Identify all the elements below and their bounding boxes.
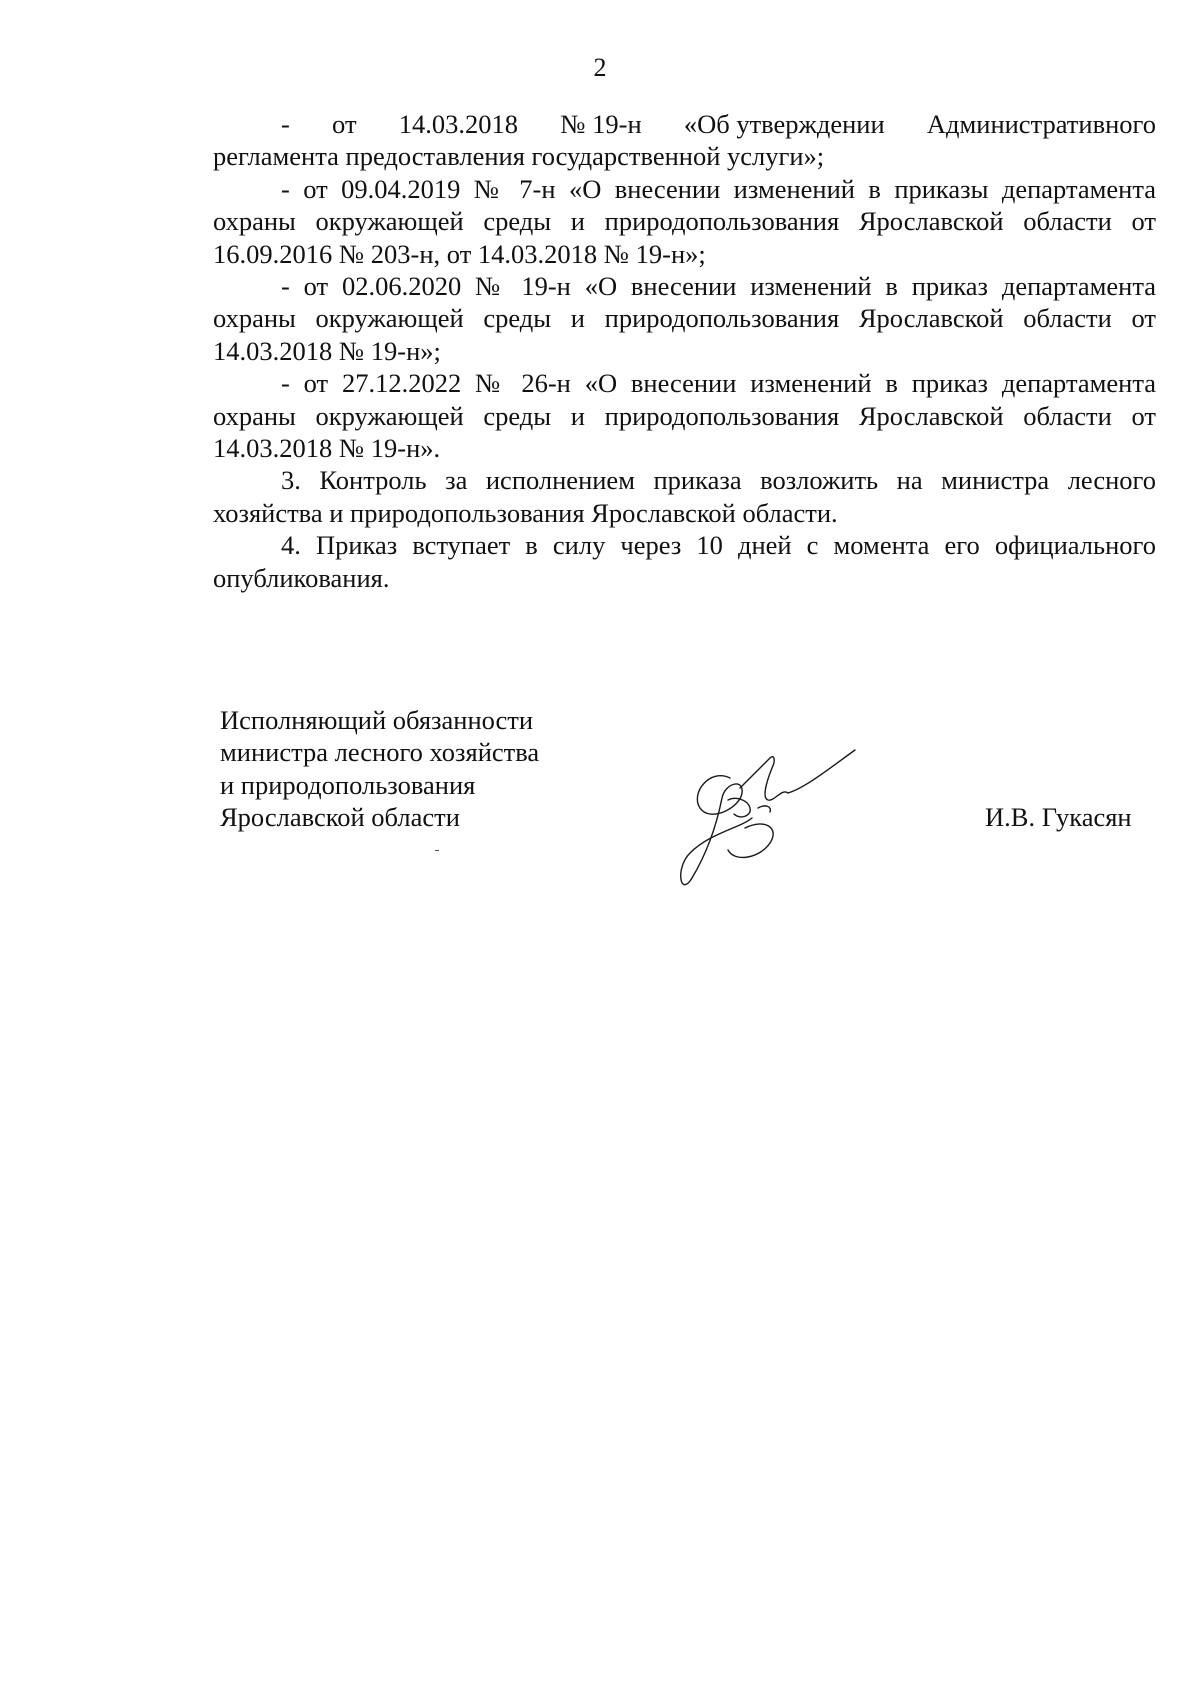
signer-position [220, 704, 539, 834]
clause-paragraph: 3. Контроль за исполнением приказа возложить на министра лесного хозяйства и природопользования Ярославской области. [213, 465, 1156, 528]
signer-name: И.В. Гукасян [985, 802, 1132, 832]
list-item-paragraph: - от 02.06.2020 № 19-н «О внесении изменений в приказ департамента охраны окружающей среды и природопользования Ярославской области от 14.03.2018 № 19-н»; [213, 271, 1156, 366]
list-item-number: № 19-н [560, 109, 642, 139]
list-item-paragraph: - от 09.04.2019 № 7-н «О внесении изменений в приказы департамента охраны окружающей среды и природопользования Ярославской области от 16.09.2016 № 203-н, от 14.03.2018 № 19-н»; [213, 173, 1156, 269]
list-item-dash: - [281, 109, 290, 139]
signer-position-line: Ярославской области [220, 802, 460, 833]
signer-position-line: министра лесного хозяйства [220, 737, 540, 768]
list-item-date: 14.03.2018 [398, 109, 518, 139]
scan-artifact [435, 850, 439, 851]
signer-position-line: и природопользования [220, 769, 476, 800]
page-number: 2 [593, 53, 607, 82]
list-item-title-start: «Об утверждении [683, 109, 885, 139]
list-item-title-word: Административного [926, 109, 1156, 139]
list-item-paragraph: - от 27.12.2022 № 26-н «О внесении изменений в приказ департамента охраны окружающей среды и природопользования Ярославской области от 14.03.2018 № 19-н». [213, 368, 1156, 464]
clause-paragraph: 4. Приказ вступает в силу через 10 дней с момента его официального опубликования. [213, 530, 1156, 593]
list-item-first-line [213, 108, 1156, 140]
list-item-continuation: регламента предоставления государственной услуги»; [213, 141, 825, 172]
signer-position-line: Исполняющий обязанности [220, 705, 534, 735]
list-item-from: от [332, 109, 357, 139]
document-body [213, 108, 1156, 594]
handwritten-signature [670, 738, 870, 908]
